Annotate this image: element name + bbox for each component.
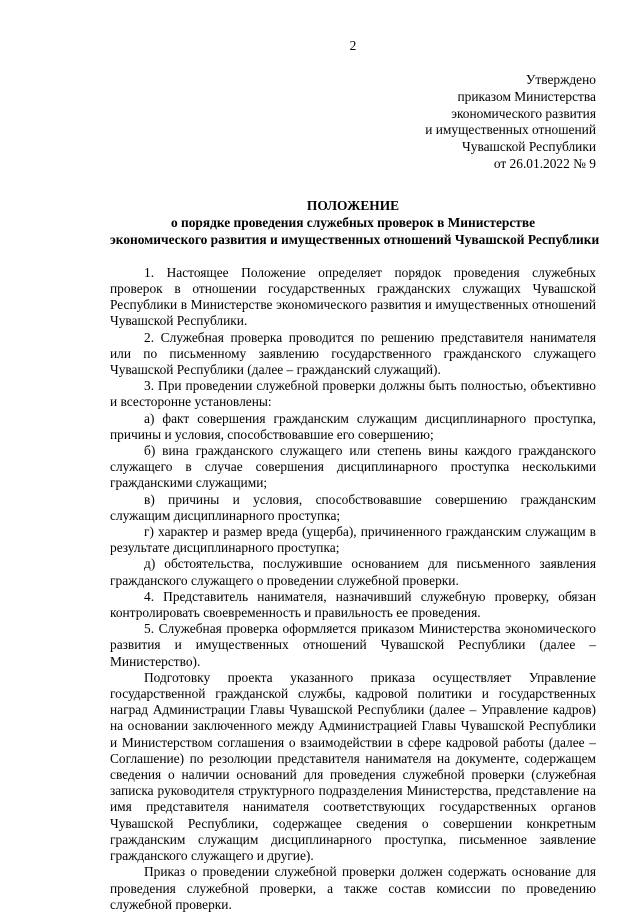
paragraph: г) характер и размер вреда (ущерба), причиненного гражданским служащим в результате дисциплинарного проступка;: [110, 524, 596, 556]
approval-line: приказом Министерства: [457, 88, 596, 104]
document-title: [110, 197, 600, 248]
paragraph: 4. Представитель нанимателя, назначивший служебную проверку, обязан контролировать своевременность и правильность ее проведения.: [110, 588, 596, 621]
title-line: о порядке проведения служебных проверок в Министерстве: [170, 214, 536, 230]
title-heading: ПОЛОЖЕНИЕ: [306, 197, 400, 213]
paragraph: 3. При проведении служебной проверки должны быть полностью, объективно и всесторонне установлены:: [110, 378, 596, 410]
document-body: [110, 265, 596, 913]
paragraph: д) обстоятельства, послужившие основанием для письменного заявления гражданского служащего о проведении служебной проверки.: [110, 556, 596, 588]
approval-line: и имущественных отношений: [425, 122, 596, 138]
approval-line: от 26.01.2022 № 9: [493, 155, 596, 171]
page-number: 2: [349, 38, 357, 53]
paragraph: 1. Настоящее Положение определяет порядок проведения служебных проверок в отношении государственных гражданских служащих Чувашской Республики в Министерстве экономического развития и имущественных отношений Чувашской Республики.: [110, 264, 596, 329]
paragraph: Подготовку проекта указанного приказа осуществляет Управление государственной гражданской службы, кадровой политики и государственных наград Администрации Главы Чувашской Республики (далее – Управление кадров) на основании заключенного между Администрацией Главы Чувашской Республики и Министерством соглашения о взаимодействии в сфере кадровой работы (далее – Соглашение) по резолюции представителя нанимателя на документе, содержащем сведения о наличии оснований для проведения служебной проверки (служебная записка руководителя структурного подразделения Министерства, представление на имя представителя нанимателя соответствующих государственных органов Чувашской Республики, содержащее сведения о совершении конкретным гражданским служащим дисциплинарного проступка, письменное заявление гражданского служащего и другие).: [110, 669, 596, 864]
approval-line: Утверждено: [525, 72, 596, 87]
approval-stamp: [110, 72, 596, 173]
title-line: экономического развития и имущественных отношений Чувашской Республики: [110, 231, 600, 247]
paragraph: 2. Служебная проверка проводится по решению представителя нанимателя или по письменному заявлению государственного гражданского служащего Чувашской Республики (далее – гражданский служащий).: [110, 329, 596, 377]
paragraph: а) факт совершения гражданским служащим дисциплинарного проступка, причины и условия, способствовавшие его совершению;: [110, 410, 596, 442]
approval-line: экономического развития: [451, 105, 596, 121]
paragraph: б) вина гражданского служащего или степень вины каждого гражданского служащего в случае совершения дисциплинарного проступка несколькими гражданскими служащими;: [110, 443, 596, 491]
paragraph: в) причины и условия, способствовавшие совершению гражданским служащим дисциплинарного проступка;: [110, 491, 596, 523]
paragraph: Приказ о проведении служебной проверки должен содержать основание для проведения служебной проверки, а также состав комиссии по проведению служебной проверки.: [110, 864, 596, 912]
paragraph: 5. Служебная проверка оформляется приказом Министерства экономического развития и имущественных отношений Чувашской Республики (далее – Министерство).: [110, 621, 596, 669]
approval-line: Чувашской Республики: [462, 139, 596, 155]
